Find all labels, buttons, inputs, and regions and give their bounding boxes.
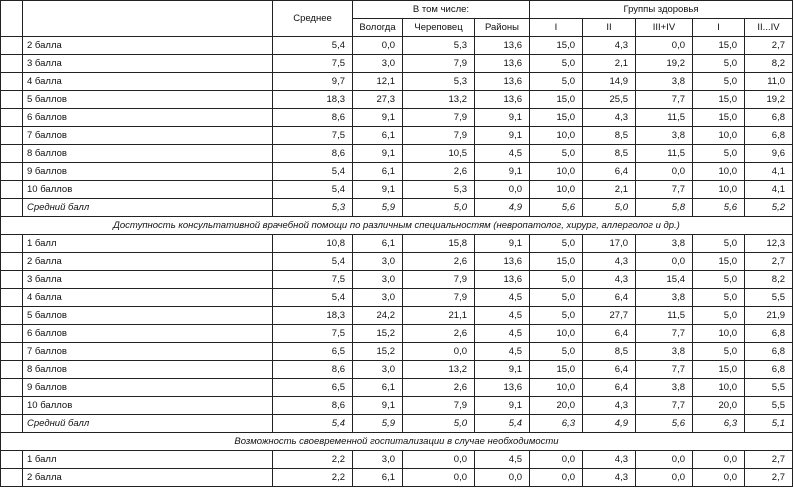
row-label: 6 баллов	[23, 325, 273, 343]
value-cell: 15,0	[530, 361, 583, 379]
value-cell: 4,3	[583, 451, 636, 469]
value-cell: 9,1	[475, 235, 530, 253]
row-blank-cell	[1, 415, 23, 433]
row-label: 3 балла	[23, 271, 273, 289]
row-blank-cell	[1, 91, 23, 109]
value-cell: 11,5	[636, 145, 693, 163]
row-label: 2 балла	[23, 469, 273, 487]
value-cell: 6,4	[583, 379, 636, 397]
table-row	[1, 271, 793, 289]
table-row	[1, 109, 793, 127]
row-label: 3 балла	[23, 55, 273, 73]
value-cell: 6,4	[583, 289, 636, 307]
row-label: 6 баллов	[23, 109, 273, 127]
value-cell: 4,5	[475, 325, 530, 343]
value-cell: 6,3	[530, 415, 583, 433]
value-cell: 6,1	[353, 235, 403, 253]
value-cell: 2,7	[745, 469, 793, 487]
value-cell: 5,6	[636, 415, 693, 433]
value-cell: 10,0	[530, 379, 583, 397]
value-cell: 5,3	[273, 199, 353, 217]
table-row	[1, 379, 793, 397]
value-cell: 5,5	[745, 289, 793, 307]
value-cell: 15,8	[403, 235, 475, 253]
value-cell: 12,3	[745, 235, 793, 253]
value-cell: 3,8	[636, 235, 693, 253]
value-cell: 7,9	[403, 271, 475, 289]
row-label: 8 баллов	[23, 361, 273, 379]
value-cell: 0,0	[353, 37, 403, 55]
value-cell: 15,0	[693, 37, 745, 55]
row-blank-cell	[1, 145, 23, 163]
value-cell: 4,1	[745, 163, 793, 181]
value-cell: 5,3	[403, 181, 475, 199]
value-cell: 6,3	[693, 415, 745, 433]
value-cell: 7,9	[403, 109, 475, 127]
value-cell: 24,2	[353, 307, 403, 325]
value-cell: 5,4	[273, 289, 353, 307]
value-cell: 9,1	[475, 109, 530, 127]
value-cell: 7,9	[403, 289, 475, 307]
value-cell: 2,6	[403, 163, 475, 181]
header-cherepovets: Череповец	[403, 19, 475, 37]
value-cell: 5,2	[745, 199, 793, 217]
value-cell: 4,3	[583, 271, 636, 289]
value-cell: 2,2	[273, 451, 353, 469]
value-cell: 15,0	[693, 253, 745, 271]
value-cell: 2,1	[583, 181, 636, 199]
value-cell: 4,5	[475, 145, 530, 163]
value-cell: 15,0	[530, 109, 583, 127]
value-cell: 2,6	[403, 379, 475, 397]
row-label: 4 балла	[23, 289, 273, 307]
table-row	[1, 307, 793, 325]
row-label: 10 баллов	[23, 397, 273, 415]
value-cell: 8,6	[273, 397, 353, 415]
table-row	[1, 289, 793, 307]
row-blank-cell	[1, 451, 23, 469]
row-blank-cell	[1, 181, 23, 199]
value-cell: 10,0	[530, 127, 583, 145]
value-cell: 5,0	[403, 199, 475, 217]
value-cell: 10,8	[273, 235, 353, 253]
value-cell: 3,0	[353, 289, 403, 307]
value-cell: 13,6	[475, 55, 530, 73]
value-cell: 13,6	[475, 91, 530, 109]
section-header-consult	[1, 217, 793, 235]
value-cell: 9,7	[273, 73, 353, 91]
value-cell: 15,2	[353, 325, 403, 343]
value-cell: 5,0	[530, 73, 583, 91]
value-cell: 6,5	[273, 379, 353, 397]
table-row	[1, 325, 793, 343]
value-cell: 4,3	[583, 469, 636, 487]
value-cell: 19,2	[745, 91, 793, 109]
value-cell: 5,1	[745, 415, 793, 433]
value-cell: 11,5	[636, 109, 693, 127]
value-cell: 15,0	[530, 253, 583, 271]
value-cell: 9,6	[745, 145, 793, 163]
value-cell: 7,5	[273, 271, 353, 289]
row-label: 1 балл	[23, 451, 273, 469]
value-cell: 9,1	[475, 361, 530, 379]
value-cell: 13,6	[475, 379, 530, 397]
value-cell: 4,9	[475, 199, 530, 217]
value-cell: 8,6	[273, 361, 353, 379]
value-cell: 7,9	[403, 127, 475, 145]
value-cell: 9,1	[353, 181, 403, 199]
value-cell: 5,0	[693, 145, 745, 163]
value-cell: 3,8	[636, 343, 693, 361]
value-cell: 13,6	[475, 253, 530, 271]
value-cell: 0,0	[636, 253, 693, 271]
value-cell: 5,4	[273, 253, 353, 271]
value-cell: 15,0	[530, 37, 583, 55]
table-row	[1, 37, 793, 55]
value-cell: 0,0	[636, 451, 693, 469]
value-cell: 4,3	[583, 253, 636, 271]
value-cell: 14,9	[583, 73, 636, 91]
table-row	[1, 361, 793, 379]
value-cell: 0,0	[693, 451, 745, 469]
value-cell: 5,0	[530, 289, 583, 307]
row-blank-cell	[1, 253, 23, 271]
row-blank-cell	[1, 307, 23, 325]
value-cell: 4,3	[583, 397, 636, 415]
value-cell: 12,1	[353, 73, 403, 91]
value-cell: 25,5	[583, 91, 636, 109]
average-row	[1, 415, 793, 433]
value-cell: 15,0	[693, 91, 745, 109]
table-row	[1, 181, 793, 199]
value-cell: 5,5	[745, 397, 793, 415]
value-cell: 7,7	[636, 325, 693, 343]
row-label: 7 баллов	[23, 343, 273, 361]
value-cell: 0,0	[403, 343, 475, 361]
value-cell: 5,0	[693, 271, 745, 289]
value-cell: 9,1	[353, 397, 403, 415]
value-cell: 15,0	[693, 109, 745, 127]
header-group-2-4: II...IV	[745, 19, 793, 37]
value-cell: 13,6	[475, 73, 530, 91]
table-row	[1, 469, 793, 487]
value-cell: 10,5	[403, 145, 475, 163]
value-cell: 3,8	[636, 379, 693, 397]
header-including: В том числе:	[353, 1, 530, 19]
row-label: 8 баллов	[23, 145, 273, 163]
value-cell: 3,8	[636, 289, 693, 307]
value-cell: 7,7	[636, 361, 693, 379]
value-cell: 5,0	[693, 55, 745, 73]
value-cell: 18,3	[273, 307, 353, 325]
value-cell: 10,0	[693, 163, 745, 181]
value-cell: 6,8	[745, 109, 793, 127]
value-cell: 10,0	[530, 181, 583, 199]
section-header-hospitalization	[1, 433, 793, 451]
row-blank-cell	[1, 235, 23, 253]
value-cell: 4,5	[475, 307, 530, 325]
value-cell: 5,4	[273, 415, 353, 433]
table-row	[1, 91, 793, 109]
value-cell: 20,0	[693, 397, 745, 415]
table-row	[1, 127, 793, 145]
row-blank-cell	[1, 37, 23, 55]
row-blank-cell	[1, 379, 23, 397]
value-cell: 5,4	[273, 163, 353, 181]
value-cell: 6,4	[583, 361, 636, 379]
value-cell: 6,1	[353, 163, 403, 181]
value-cell: 15,0	[693, 361, 745, 379]
value-cell: 5,3	[403, 37, 475, 55]
value-cell: 5,0	[530, 343, 583, 361]
value-cell: 0,0	[403, 451, 475, 469]
header-districts: Районы	[475, 19, 530, 37]
value-cell: 7,5	[273, 127, 353, 145]
row-label: 7 баллов	[23, 127, 273, 145]
value-cell: 6,8	[745, 127, 793, 145]
value-cell: 7,5	[273, 325, 353, 343]
value-cell: 27,7	[583, 307, 636, 325]
value-cell: 10,0	[693, 181, 745, 199]
value-cell: 0,0	[636, 469, 693, 487]
value-cell: 4,5	[475, 451, 530, 469]
value-cell: 5,4	[475, 415, 530, 433]
table-row	[1, 451, 793, 469]
value-cell: 21,1	[403, 307, 475, 325]
header-group-2: II	[583, 19, 636, 37]
value-cell: 2,6	[403, 325, 475, 343]
value-cell: 21,9	[745, 307, 793, 325]
row-blank-cell	[1, 127, 23, 145]
value-cell: 15,0	[530, 91, 583, 109]
value-cell: 5,0	[530, 307, 583, 325]
row-label: 10 баллов	[23, 181, 273, 199]
row-blank-cell	[1, 163, 23, 181]
value-cell: 6,1	[353, 379, 403, 397]
row-blank-cell	[1, 73, 23, 91]
value-cell: 3,8	[636, 73, 693, 91]
value-cell: 13,6	[475, 271, 530, 289]
value-cell: 5,6	[693, 199, 745, 217]
value-cell: 3,0	[353, 361, 403, 379]
value-cell: 0,0	[530, 451, 583, 469]
value-cell: 27,3	[353, 91, 403, 109]
row-blank-cell	[1, 199, 23, 217]
value-cell: 8,5	[583, 343, 636, 361]
value-cell: 5,0	[530, 145, 583, 163]
value-cell: 0,0	[403, 469, 475, 487]
value-cell: 5,0	[530, 235, 583, 253]
table-row	[1, 235, 793, 253]
value-cell: 6,8	[745, 361, 793, 379]
value-cell: 10,0	[693, 127, 745, 145]
value-cell: 4,5	[475, 289, 530, 307]
row-blank-cell	[1, 361, 23, 379]
value-cell: 5,9	[353, 415, 403, 433]
value-cell: 6,1	[353, 469, 403, 487]
value-cell: 2,2	[273, 469, 353, 487]
value-cell: 2,7	[745, 253, 793, 271]
value-cell: 11,0	[745, 73, 793, 91]
value-cell: 6,8	[745, 343, 793, 361]
value-cell: 5,0	[530, 55, 583, 73]
value-cell: 5,0	[693, 235, 745, 253]
row-blank-cell	[1, 397, 23, 415]
value-cell: 3,0	[353, 253, 403, 271]
value-cell: 5,4	[273, 37, 353, 55]
row-label: 2 балла	[23, 37, 273, 55]
row-blank-cell	[1, 271, 23, 289]
value-cell: 2,7	[745, 37, 793, 55]
header-health-groups: Группы здоровья	[530, 1, 793, 19]
value-cell: 0,0	[475, 469, 530, 487]
value-cell: 5,0	[693, 307, 745, 325]
value-cell: 9,1	[353, 145, 403, 163]
table-row	[1, 397, 793, 415]
header-average: Среднее	[273, 1, 353, 37]
row-blank-cell	[1, 325, 23, 343]
value-cell: 10,0	[693, 379, 745, 397]
value-cell: 20,0	[530, 397, 583, 415]
header-blank-label	[23, 1, 273, 37]
value-cell: 5,0	[693, 289, 745, 307]
value-cell: 8,2	[745, 271, 793, 289]
value-cell: 5,8	[636, 199, 693, 217]
row-blank-cell	[1, 289, 23, 307]
value-cell: 7,7	[636, 91, 693, 109]
row-label: 5 баллов	[23, 91, 273, 109]
table-row	[1, 163, 793, 181]
value-cell: 4,9	[583, 415, 636, 433]
value-cell: 7,7	[636, 397, 693, 415]
row-blank-cell	[1, 343, 23, 361]
header-vologda: Вологда	[353, 19, 403, 37]
value-cell: 7,9	[403, 55, 475, 73]
row-label: 5 баллов	[23, 307, 273, 325]
value-cell: 5,0	[530, 271, 583, 289]
value-cell: 10,0	[693, 325, 745, 343]
row-label: 4 балла	[23, 73, 273, 91]
value-cell: 6,4	[583, 325, 636, 343]
value-cell: 2,6	[403, 253, 475, 271]
table-row	[1, 253, 793, 271]
row-label: 9 баллов	[23, 379, 273, 397]
value-cell: 17,0	[583, 235, 636, 253]
value-cell: 9,1	[353, 109, 403, 127]
table-row	[1, 343, 793, 361]
value-cell: 7,7	[636, 181, 693, 199]
value-cell: 5,5	[745, 379, 793, 397]
value-cell: 3,0	[353, 451, 403, 469]
row-label: 1 балл	[23, 235, 273, 253]
value-cell: 0,0	[530, 469, 583, 487]
value-cell: 6,1	[353, 127, 403, 145]
value-cell: 10,0	[530, 325, 583, 343]
section-title: Возможность своевременной госпитализации в случае необходимости	[1, 433, 793, 451]
value-cell: 6,8	[745, 325, 793, 343]
value-cell: 9,1	[475, 127, 530, 145]
value-cell: 3,8	[636, 127, 693, 145]
value-cell: 5,3	[403, 73, 475, 91]
value-cell: 4,5	[475, 343, 530, 361]
table-row	[1, 55, 793, 73]
value-cell: 7,9	[403, 397, 475, 415]
value-cell: 11,5	[636, 307, 693, 325]
value-cell: 8,6	[273, 109, 353, 127]
value-cell: 19,2	[636, 55, 693, 73]
table-row	[1, 73, 793, 91]
value-cell: 2,7	[745, 451, 793, 469]
value-cell: 13,2	[403, 91, 475, 109]
value-cell: 6,4	[583, 163, 636, 181]
value-cell: 5,6	[530, 199, 583, 217]
row-blank-cell	[1, 469, 23, 487]
row-blank-cell	[1, 109, 23, 127]
header-group-3-4: III+IV	[636, 19, 693, 37]
row-label: Средний балл	[23, 199, 273, 217]
value-cell: 2,1	[583, 55, 636, 73]
value-cell: 9,1	[475, 163, 530, 181]
value-cell: 5,0	[403, 415, 475, 433]
value-cell: 9,1	[475, 397, 530, 415]
value-cell: 6,5	[273, 343, 353, 361]
header-blank-left	[1, 1, 23, 37]
row-label: 2 балла	[23, 253, 273, 271]
row-label: 9 баллов	[23, 163, 273, 181]
value-cell: 8,6	[273, 145, 353, 163]
value-cell: 13,2	[403, 361, 475, 379]
section-title: Доступность консультативной врачебной помощи по различным специальностям (невропатолог, хирург, аллерголог и др.)	[1, 217, 793, 235]
value-cell: 8,2	[745, 55, 793, 73]
value-cell: 13,6	[475, 37, 530, 55]
header-group-1: I	[530, 19, 583, 37]
value-cell: 5,9	[353, 199, 403, 217]
value-cell: 0,0	[693, 469, 745, 487]
value-cell: 4,3	[583, 37, 636, 55]
value-cell: 4,3	[583, 109, 636, 127]
value-cell: 15,4	[636, 271, 693, 289]
value-cell: 5,0	[583, 199, 636, 217]
value-cell: 3,0	[353, 271, 403, 289]
value-cell: 0,0	[636, 163, 693, 181]
table-row	[1, 145, 793, 163]
average-row	[1, 199, 793, 217]
row-label: Средний балл	[23, 415, 273, 433]
header-group-1b: I	[693, 19, 745, 37]
row-blank-cell	[1, 55, 23, 73]
value-cell: 15,2	[353, 343, 403, 361]
value-cell: 5,0	[693, 343, 745, 361]
value-cell: 3,0	[353, 55, 403, 73]
value-cell: 0,0	[636, 37, 693, 55]
value-cell: 0,0	[475, 181, 530, 199]
value-cell: 10,0	[530, 163, 583, 181]
value-cell: 8,5	[583, 127, 636, 145]
value-cell: 18,3	[273, 91, 353, 109]
value-cell: 5,0	[693, 73, 745, 91]
value-cell: 5,4	[273, 181, 353, 199]
value-cell: 8,5	[583, 145, 636, 163]
value-cell: 4,1	[745, 181, 793, 199]
value-cell: 7,5	[273, 55, 353, 73]
